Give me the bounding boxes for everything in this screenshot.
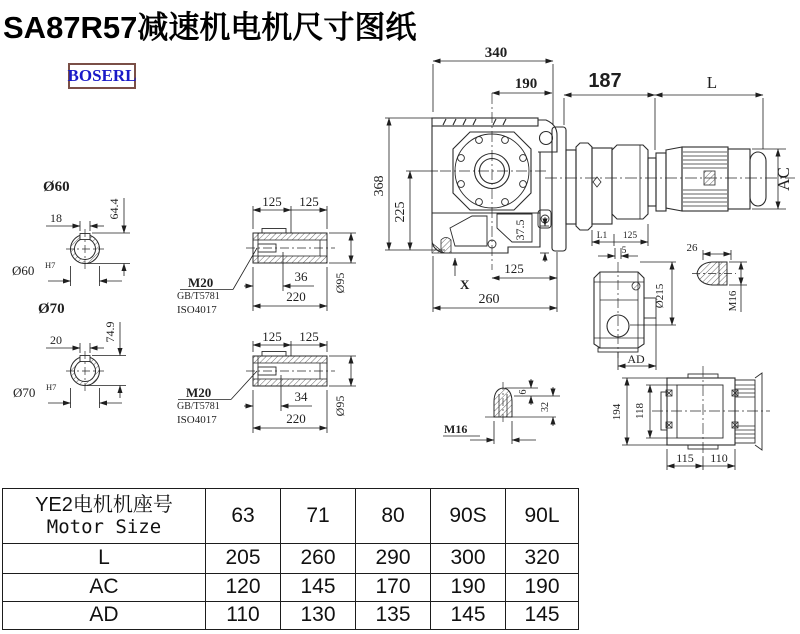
dim-118: 118 bbox=[634, 402, 646, 420]
gear-stage bbox=[612, 145, 648, 219]
cell-L-80: 290 bbox=[356, 544, 431, 573]
note2-m20: M20 bbox=[186, 385, 212, 400]
label-x: X bbox=[460, 277, 470, 292]
motor-assembly-view bbox=[545, 127, 795, 251]
top-view-motor-fins bbox=[735, 380, 755, 443]
h2-dim-220: 220 bbox=[286, 411, 306, 426]
label-m16-top: M16 bbox=[727, 290, 739, 312]
table-row-L bbox=[3, 544, 579, 573]
dim-215: Ø215 bbox=[654, 283, 666, 309]
shaft-60-title: Ø60 bbox=[43, 179, 70, 195]
dim-125-front: 125 bbox=[504, 261, 524, 276]
dim-125-small: 125 bbox=[622, 231, 638, 241]
header-motor-size-zh: YE2电机机座号 bbox=[35, 494, 173, 517]
table-row-AD bbox=[3, 601, 579, 629]
gearbox-front-view bbox=[432, 93, 557, 270]
dim-ac: AC bbox=[774, 167, 793, 191]
key-detail-top bbox=[692, 262, 736, 285]
cell-AD-63: 110 bbox=[206, 601, 281, 629]
hollow-shaft-2 bbox=[246, 352, 335, 387]
cell-AC-90l: 190 bbox=[506, 573, 579, 601]
motor-size-table bbox=[2, 488, 579, 630]
h2-dim-34: 34 bbox=[294, 389, 308, 404]
gearbox-top-flange bbox=[432, 118, 538, 126]
cell-AD-90l: 145 bbox=[506, 601, 579, 629]
h2-dim-95: Ø95 bbox=[333, 395, 347, 417]
dim-6: 6 bbox=[518, 389, 529, 395]
fit-70-sup: H7 bbox=[46, 382, 57, 392]
hollow-shaft-1 bbox=[246, 229, 335, 264]
dim-190: 190 bbox=[514, 76, 538, 92]
cell-AC-71: 145 bbox=[281, 573, 356, 601]
note2-std1: GB/T5781 bbox=[177, 401, 220, 412]
h2-dim-125a: 125 bbox=[262, 329, 282, 344]
lifting-lug bbox=[538, 120, 557, 152]
dim-64-4: 64.4 bbox=[107, 198, 121, 220]
dim-20: 20 bbox=[50, 333, 62, 347]
label-m16-bottom: M16 bbox=[444, 422, 468, 436]
dim-18: 18 bbox=[50, 211, 62, 225]
h1-dim-220: 220 bbox=[286, 289, 306, 304]
drain-plug bbox=[441, 238, 451, 254]
bolt-note-2 bbox=[177, 371, 257, 426]
h1-dim-36: 36 bbox=[294, 269, 308, 284]
cell-AC-63: 120 bbox=[206, 573, 281, 601]
cell-AD-90s: 145 bbox=[431, 601, 506, 629]
h1-dim-125a: 125 bbox=[262, 194, 282, 209]
gearbox-top-view bbox=[652, 366, 770, 457]
input-flange bbox=[552, 127, 566, 251]
dim-368: 368 bbox=[372, 175, 387, 197]
dim-260: 260 bbox=[478, 292, 500, 307]
cell-AC-90s: 190 bbox=[431, 573, 506, 601]
col-header-90l: 90L bbox=[506, 489, 579, 544]
table-row-AC bbox=[3, 573, 579, 601]
cell-L-63: 205 bbox=[206, 544, 281, 573]
dim-115: 115 bbox=[676, 451, 694, 465]
col-header-71: 71 bbox=[281, 489, 356, 544]
h1-dim-125b: 125 bbox=[299, 194, 319, 209]
row-label-L: L bbox=[3, 544, 206, 573]
table-header-row bbox=[3, 489, 579, 544]
bolt-note-1 bbox=[177, 248, 257, 316]
note1-std1: GB/T5781 bbox=[177, 291, 220, 302]
shaft-70-section bbox=[66, 351, 104, 391]
brand-logo-text: BOSERL bbox=[67, 66, 137, 85]
shaft-70-title: Ø70 bbox=[38, 301, 65, 317]
h2-dim-125b: 125 bbox=[299, 329, 319, 344]
fit-60-base: Ø60 bbox=[12, 263, 35, 278]
row-label-AC: AC bbox=[3, 573, 206, 601]
header-motor-size-en: Motor Size bbox=[46, 516, 162, 539]
dim-110: 110 bbox=[710, 451, 728, 465]
motor-end-cap bbox=[750, 152, 766, 206]
cell-AC-80: 170 bbox=[356, 573, 431, 601]
header-motor-size bbox=[3, 489, 206, 544]
dim-5: 5 bbox=[621, 246, 627, 256]
fit-60-sup: H7 bbox=[45, 260, 56, 270]
cell-L-90s: 300 bbox=[431, 544, 506, 573]
brand-logo bbox=[68, 63, 136, 89]
row-label-AD: AD bbox=[3, 601, 206, 629]
dim-194: 194 bbox=[611, 403, 623, 421]
cell-L-71: 260 bbox=[281, 544, 356, 573]
cell-AD-80: 135 bbox=[356, 601, 431, 629]
dim-340: 340 bbox=[484, 45, 508, 61]
dim-37-5: 37.5 bbox=[513, 219, 527, 241]
cell-AD-71: 130 bbox=[281, 601, 356, 629]
dim-225: 225 bbox=[393, 201, 408, 223]
gearbox-side-view bbox=[594, 262, 656, 358]
note2-std2: ISO4017 bbox=[177, 414, 217, 426]
col-header-63: 63 bbox=[206, 489, 281, 544]
note1-m20: M20 bbox=[188, 275, 214, 290]
cell-L-90l: 320 bbox=[506, 544, 579, 573]
col-header-80: 80 bbox=[356, 489, 431, 544]
shaft-60-section bbox=[66, 229, 104, 269]
dim-187: 187 bbox=[588, 70, 622, 92]
motor-front-bell bbox=[666, 147, 682, 211]
h1-dim-95: Ø95 bbox=[333, 272, 347, 294]
col-header-90s: 90S bbox=[431, 489, 506, 544]
dim-ad: AD bbox=[627, 352, 645, 366]
fit-70-base: Ø70 bbox=[13, 385, 36, 400]
note1-std2: ISO4017 bbox=[177, 304, 217, 316]
dim-l: L bbox=[706, 73, 718, 92]
dim-32: 32 bbox=[540, 402, 551, 412]
dim-74-9: 74.9 bbox=[103, 321, 117, 343]
dim-26: 26 bbox=[686, 242, 698, 254]
dim-l1: L1 bbox=[596, 231, 608, 241]
page-title: SA87R57减速机电机尺寸图纸 bbox=[3, 10, 417, 45]
